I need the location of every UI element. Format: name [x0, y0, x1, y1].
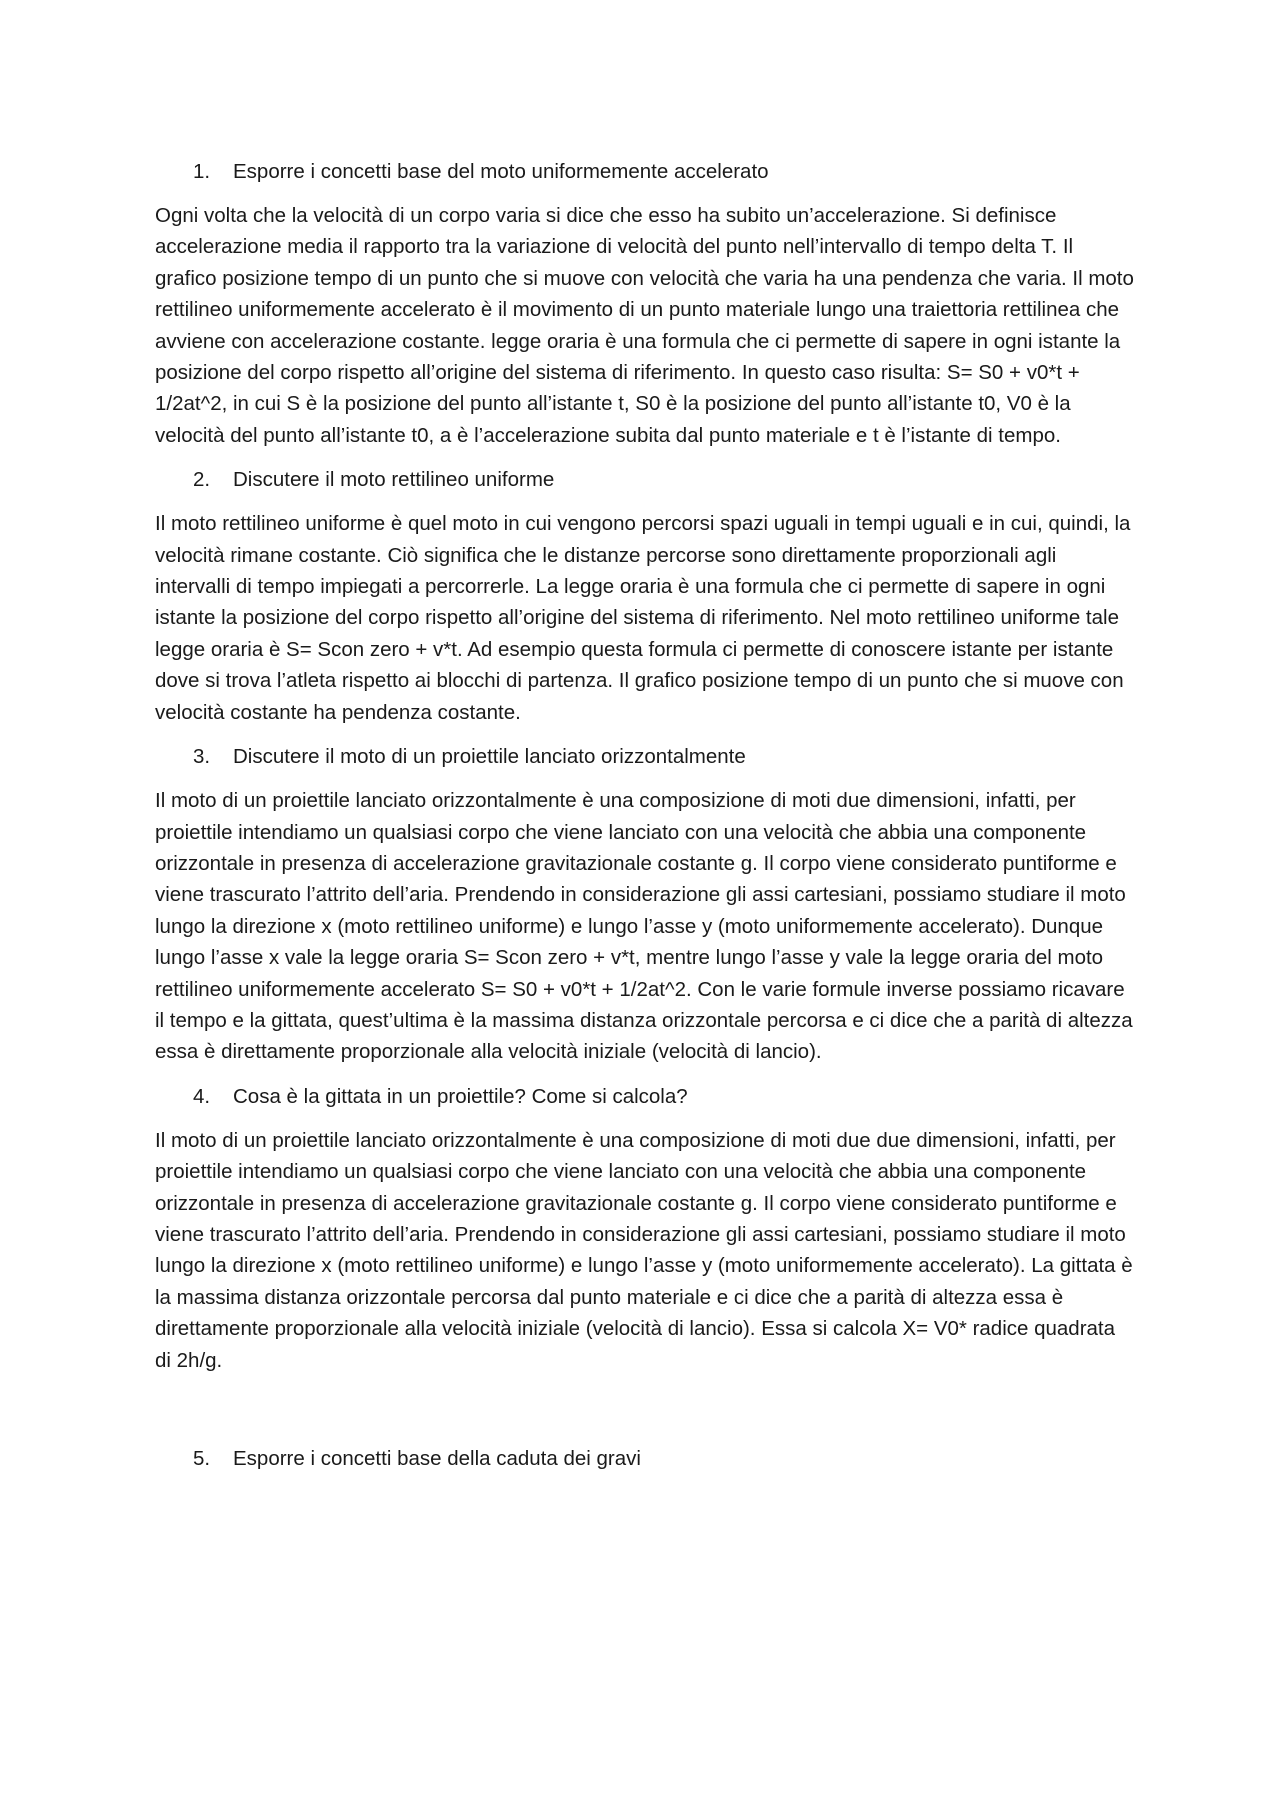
question-heading-2 [155, 464, 1135, 495]
question-heading-3 [155, 741, 1135, 772]
answer-paragraph-3: Il moto di un proiettile lanciato orizzontalmente è una composizione di moti due dimensioni, infatti, per proiettile intendiamo un qualsiasi corpo che viene lanciato con una velocità che abbia una componente orizzontale in presenza di accelerazione gravitazionale costante g. Il corpo viene considerato puntiforme e viene trascurato l’attrito dell’aria. Prendendo in considerazione gli assi cartesiani, possiamo studiare il moto lungo la direzione x (moto rettilineo uniforme) e lungo l’asse y (moto uniformemente accelerato). Dunque lungo l’asse x vale la legge oraria S= Scon zero + v*t, mentre lungo l’asse y vale la legge oraria del moto rettilineo uniformemente accelerato S= S0 + v0*t + 1/2at^2. Con le varie formule inverse possiamo ricavare il tempo e la gittata, quest’ultima è la massima distanza orizzontale percorsa e ci dice che a parità di altezza essa è direttamente proporzionale alla velocità iniziale (velocità di lancio). [155, 789, 1133, 1064]
answer-paragraph-4: Il moto di un proiettile lanciato orizzontalmente è una composizione di moti due due dimensioni, infatti, per proiettile intendiamo un qualsiasi corpo che viene lanciato con una velocità che abbia una componente orizzontale in presenza di accelerazione gravitazionale costante g. Il corpo viene considerato puntiforme e viene trascurato l’attrito dell’aria. Prendendo in considerazione gli assi cartesiani, possiamo studiare il moto lungo la direzione x (moto rettilineo uniforme) e lungo l’asse y (moto uniformemente accelerato). La gittata è la massima distanza orizzontale percorsa dal punto materiale e ci dice che a parità di altezza essa è direttamente proporzionale alla velocità iniziale (velocità di lancio). Essa si calcola X= V0* radice quadrata di 2h/g. [155, 1128, 1133, 1372]
question-text: Cosa è la gittata in un proiettile? Come si calcola? [233, 1084, 688, 1108]
question-text: Esporre i concetti base della caduta dei gravi [233, 1447, 641, 1470]
question-number: 5. [193, 1447, 211, 1470]
answer-paragraph-1: Ogni volta che la velocità di un corpo varia si dice che esso ha subito un’accelerazione. Si definisce accelerazione media il rapporto tra la variazione di velocità del punto nell’intervallo di tempo delta T. Il grafico posizione tempo di un punto che si muove con velocità che varia ha una pendenza che varia. Il moto rettilineo uniformemente accelerato è il movimento di un punto materiale lungo una traiettoria rettilinea che avviene con accelerazione costante. legge oraria è una formula che ci permette di sapere in ogni istante la posizione del corpo rispetto all’origine del sistema di riferimento. In questo caso risulta: S= S0 + v0*t + 1/2at^2, in cui S è la posizione del punto all’istante t, S0 è la posizione del punto all’istante t0, V0 è la velocità del punto all’istante t0, a è l’accelerazione subita dal punto materiale e t è l’istante di tempo. [155, 204, 1134, 447]
question-number: 1. [193, 160, 211, 183]
question-heading-1 [155, 156, 1135, 187]
question-heading-5 [155, 1443, 1135, 1474]
answer-paragraph-2: Il moto rettilineo uniforme è quel moto in cui vengono percorsi spazi uguali in tempi uguali e in cui, quindi, la velocità rimane costante. Ciò significa che le distanze percorse sono direttamente proporzionali agli intervalli di tempo impiegati a percorrerle. La legge oraria è una formula che ci permette di sapere in ogni istante la posizione del corpo rispetto all’origine del sistema di riferimento. Nel moto rettilineo uniforme tale legge oraria è S= Scon zero + v*t. Ad esempio questa formula ci permette di conoscere istante per istante dove si trova l’atleta rispetto ai blocchi di partenza. Il grafico posizione tempo di un punto che si muove con velocità costante ha pendenza costante. [155, 512, 1131, 724]
question-number: 2. [193, 468, 211, 492]
question-text: Discutere il moto rettilineo uniforme [233, 468, 555, 492]
question-number: 3. [193, 745, 211, 769]
document-content [155, 156, 1135, 1487]
question-text: Esporre i concetti base del moto uniformemente accelerato [233, 160, 769, 183]
question-number: 4. [193, 1084, 211, 1108]
blank-space [155, 1389, 1135, 1443]
question-text: Discutere il moto di un proiettile lanciato orizzontalmente [233, 745, 746, 769]
question-heading-4 [155, 1081, 1135, 1112]
